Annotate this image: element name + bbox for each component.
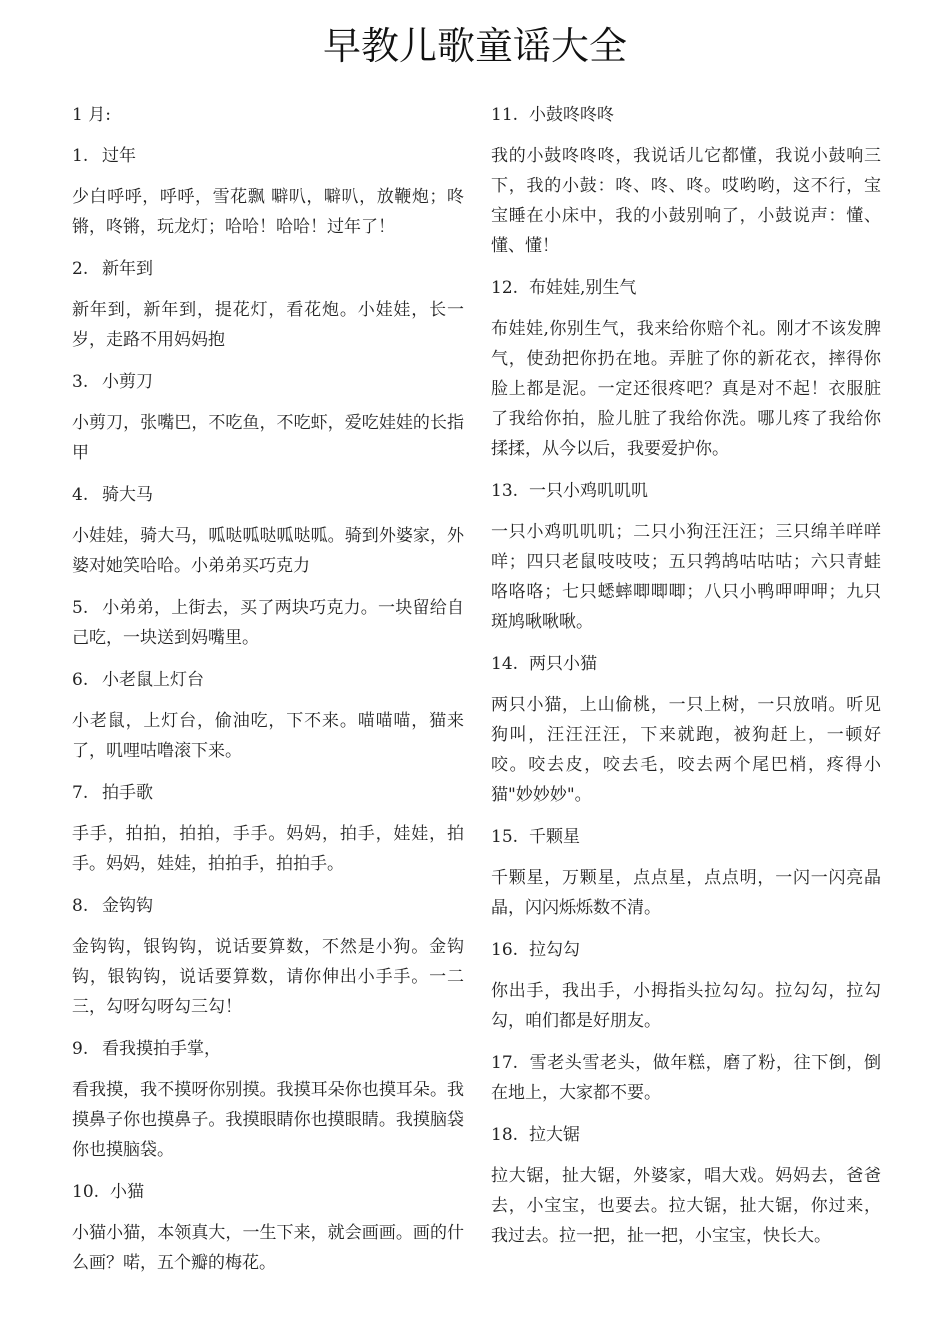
song-heading [72, 1177, 464, 1207]
song-item [491, 649, 881, 810]
song-number: 1. [72, 146, 89, 166]
song-number: 6. [72, 670, 89, 690]
song-title: 两只小猫 [529, 654, 597, 674]
song-title: 拉大锯 [529, 1125, 580, 1145]
song-number: 5. [72, 598, 89, 618]
song-lyrics: 金钩钩，银钩钩，说话要算数，不然是小狗。金钩钩，银钩钩，说话要算数，请你伸出小手手。一二三，勾呀勾呀勾三勾！ [72, 937, 464, 1017]
song-title: 小鼓咚咚咚 [529, 105, 614, 125]
song-title: 骑大马 [102, 485, 153, 505]
song-number: 8. [72, 896, 89, 916]
song-lyrics: 小娃娃，骑大马，呱哒呱哒呱哒呱。骑到外婆家，外婆对她笑哈哈。小弟弟买巧克力 [72, 526, 464, 576]
song-heading [491, 100, 881, 130]
song-heading [491, 822, 881, 852]
song-lyrics: 一只小鸡叽叽叽；二只小狗汪汪汪；三只绵羊咩咩咩；四只老鼠吱吱吱；五只鹁鸪咕咕咕；六只青蛙咯咯咯；七只蟋蟀唧唧唧；八只小鸭呷呷呷；九只斑鸠啾啾啾。 [491, 522, 881, 632]
song-number: 17. [491, 1053, 519, 1073]
song-title: 雪老头雪老头，做年糕，磨了粉，往下倒，倒在地上，大家都不要。 [491, 1053, 881, 1103]
song-number: 12. [491, 278, 519, 298]
right-column [491, 100, 881, 1263]
song-item [491, 476, 881, 637]
song-number: 9. [72, 1039, 89, 1059]
song-lyrics: 我的小鼓咚咚咚，我说话儿它都懂，我说小鼓响三下，我的小鼓：咚、咚、咚。哎哟哟，这不行，宝宝睡在小床中，我的小鼓别响了，小鼓说声：懂、懂、懂！ [491, 146, 881, 256]
song-lyrics: 看我摸，我不摸呀你别摸。我摸耳朵你也摸耳朵。我摸鼻子你也摸鼻子。我摸眼睛你也摸眼睛。我摸脑袋你也摸脑袋。 [72, 1080, 464, 1160]
song-item [491, 822, 881, 923]
song-item [491, 100, 881, 261]
song-heading [72, 480, 464, 510]
song-heading [72, 891, 464, 921]
song-item [72, 141, 464, 242]
song-item [491, 1120, 881, 1251]
song-lyrics: 布娃娃,你别生气，我来给你赔个礼。刚才不该发脾气，使劲把你扔在地。弄脏了你的新花衣，摔得你脸上都是泥。一定还很疼吧？真是对不起！衣服脏了我给你拍，脸儿脏了我给你洗。哪儿疼了我给你揉揉，从今以后，我要爱护你。 [491, 319, 881, 459]
song-title: 过年 [102, 146, 136, 166]
song-lyrics: 小老鼠，上灯台，偷油吃，下不来。喵喵喵，猫来了，叽哩咕噜滚下来。 [72, 711, 464, 761]
song-number: 13. [491, 481, 519, 501]
song-item [491, 935, 881, 1036]
song-item [491, 1048, 881, 1108]
song-title: 新年到 [102, 259, 153, 279]
song-lyrics: 新年到，新年到，提花灯，看花炮。小娃娃，长一岁，走路不用妈妈抱 [72, 300, 464, 350]
song-lyrics: 两只小猫，上山偷桃，一只上树，一只放哨。听见狗叫，汪汪汪汪，下来就跑，被狗赶上，一顿好咬。咬去皮，咬去毛，咬去两个尾巴梢，疼得小猫"妙妙妙"。 [491, 695, 881, 805]
song-lyrics: 千颗星，万颗星，点点星，点点明，一闪一闪亮晶晶，闪闪烁烁数不清。 [491, 868, 881, 918]
left-column [72, 100, 464, 1290]
song-item [72, 1034, 464, 1165]
song-title: 小剪刀 [102, 372, 153, 392]
song-heading [491, 935, 881, 965]
song-heading [72, 778, 464, 808]
song-lyrics: 你出手，我出手，小拇指头拉勾勾。拉勾勾，拉勾勾，咱们都是好朋友。 [491, 981, 881, 1031]
song-heading [491, 649, 881, 679]
song-heading [491, 1120, 881, 1150]
song-title: 小弟弟，上街去，买了两块巧克力。一块留给自己吃，一块送到妈嘴里。 [72, 598, 464, 648]
month-label: 1 月: [72, 105, 111, 125]
song-title: 小猫 [110, 1182, 144, 1202]
song-heading [491, 476, 881, 506]
song-number: 11. [491, 105, 519, 125]
song-title: 拍手歌 [102, 783, 153, 803]
song-item [72, 593, 464, 653]
song-item [72, 665, 464, 766]
song-number: 4. [72, 485, 89, 505]
song-heading [491, 273, 881, 303]
song-number: 14. [491, 654, 519, 674]
song-heading [72, 1034, 464, 1064]
song-number: 2. [72, 259, 89, 279]
song-item [72, 480, 464, 581]
song-title: 千颗星 [529, 827, 580, 847]
song-title: 拉勾勾 [529, 940, 580, 960]
song-number: 10. [72, 1182, 100, 1202]
song-inline [72, 593, 464, 653]
song-item [72, 367, 464, 468]
song-item [72, 254, 464, 355]
song-lyrics: 小猫小猫，本领真大，一生下来，就会画画。画的什么画？喏，五个瓣的梅花。 [72, 1223, 464, 1273]
song-inline [491, 1048, 881, 1108]
song-item [491, 273, 881, 464]
song-title: 布娃娃,别生气 [529, 278, 637, 298]
song-number: 16. [491, 940, 519, 960]
song-item [72, 891, 464, 1022]
song-title: 小老鼠上灯台 [102, 670, 204, 690]
song-item [72, 778, 464, 879]
song-title: 金钩钩 [102, 896, 153, 916]
page-title: 早教儿歌童谣大全 [322, 24, 627, 68]
song-number: 18. [491, 1125, 519, 1145]
song-number: 3. [72, 372, 89, 392]
song-title: 一只小鸡叽叽叽 [529, 481, 648, 501]
song-number: 15. [491, 827, 519, 847]
song-number: 7. [72, 783, 89, 803]
song-lyrics: 手手，拍拍，拍拍，手手。妈妈，拍手，娃娃，拍手。妈妈，娃娃，拍拍手，拍拍手。 [72, 824, 464, 874]
song-heading [72, 665, 464, 695]
song-lyrics: 小剪刀，张嘴巴，不吃鱼，不吃虾，爱吃娃娃的长指甲 [72, 413, 464, 463]
song-title: 看我摸拍手掌， [102, 1039, 221, 1059]
song-item [72, 1177, 464, 1278]
song-lyrics: 拉大锯，扯大锯，外婆家，唱大戏。妈妈去，爸爸去，小宝宝，也要去。拉大锯，扯大锯，你过来，我过去。拉一把，扯一把，小宝宝，快长大。 [491, 1166, 881, 1246]
song-heading [72, 141, 464, 171]
song-lyrics: 少白呼呼，呼呼，雪花飘 噼叭，噼叭，放鞭炮；咚锵，咚锵，玩龙灯；哈哈！哈哈！过年了！ [72, 187, 464, 237]
song-heading [72, 254, 464, 284]
song-heading [72, 367, 464, 397]
